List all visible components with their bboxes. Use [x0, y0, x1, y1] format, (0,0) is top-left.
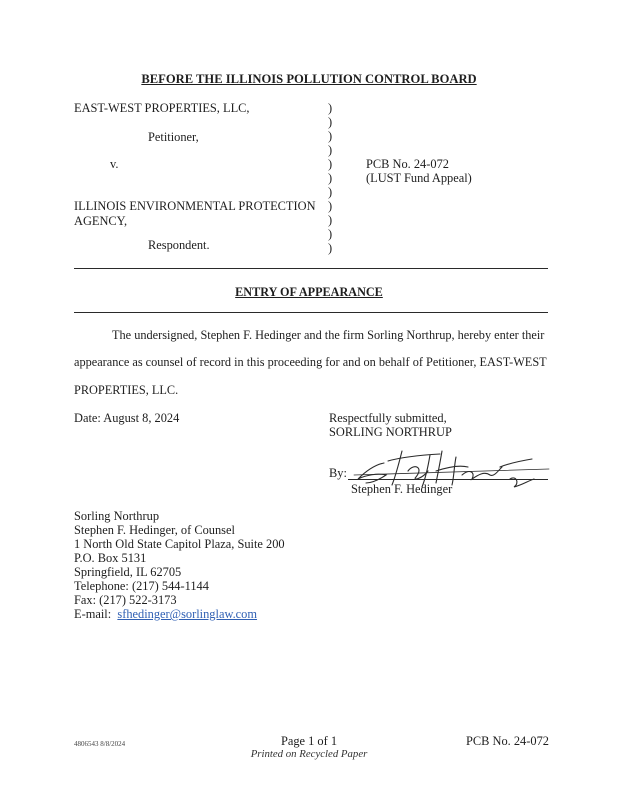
caption-paren: )	[328, 227, 333, 241]
body-line-1: The undersigned, Stephen F. Hedinger and the firm Sorling Northrup, hereby enter their	[112, 328, 545, 342]
closing: Respectfully submitted,	[329, 411, 447, 425]
caption-paren: )	[328, 199, 333, 213]
contact-po-box: P.O. Box 5131	[74, 551, 147, 565]
board-title: BEFORE THE ILLINOIS POLLUTION CONTROL BOARD	[141, 72, 477, 86]
respondent-name-line1: ILLINOIS ENVIRONMENTAL PROTECTION	[74, 199, 316, 213]
signer-name: Stephen F. Hedinger	[351, 482, 453, 496]
body-line-3: PROPERTIES, LLC.	[74, 383, 179, 397]
caption-paren: )	[328, 185, 333, 199]
footer-page: Page 1 of 1	[280, 734, 338, 748]
versus: v.	[110, 157, 119, 171]
caption-paren: )	[328, 143, 333, 157]
caption-paren: )	[328, 115, 333, 129]
signing-firm: SORLING NORTHRUP	[329, 425, 452, 439]
petitioner-role: Petitioner,	[148, 130, 199, 144]
email-link[interactable]: sfhedinger@sorlinglaw.com	[117, 607, 258, 621]
footer-case-number: PCB No. 24-072	[466, 734, 549, 748]
caption-paren: )	[328, 241, 333, 255]
contact-telephone: Telephone: (217) 544-1144	[74, 579, 209, 593]
respondent-role: Respondent.	[148, 238, 210, 252]
respondent-name-line2: AGENCY,	[74, 214, 128, 228]
caption-paren: )	[328, 171, 333, 185]
case-number: PCB No. 24-072	[366, 157, 449, 171]
contact-email-row	[74, 607, 257, 622]
petitioner-name: EAST-WEST PROPERTIES, LLC,	[74, 101, 250, 115]
contact-city: Springfield, IL 62705	[74, 565, 182, 579]
contact-address: 1 North Old State Capitol Plaza, Suite 200	[74, 537, 285, 551]
caption-paren: )	[328, 213, 333, 227]
email-label: E-mail:	[74, 607, 112, 621]
contact-firm: Sorling Northrup	[74, 509, 160, 523]
footer-doc-id: 4806543 8/8/2024	[74, 740, 126, 748]
caption-paren: )	[328, 157, 333, 171]
footer-recycled: Printed on Recycled Paper	[250, 748, 368, 760]
divider-bottom	[74, 312, 548, 313]
by-label: By:	[329, 466, 347, 480]
entry-title: ENTRY OF APPEARANCE	[235, 285, 383, 299]
caption-paren: )	[328, 101, 333, 115]
date: Date: August 8, 2024	[74, 411, 180, 425]
contact-fax: Fax: (217) 522-3173	[74, 593, 177, 607]
contact-attorney: Stephen F. Hedinger, of Counsel	[74, 523, 235, 537]
case-type: (LUST Fund Appeal)	[366, 171, 472, 185]
body-line-2: appearance as counsel of record in this proceeding for and on behalf of Petitioner, EAST-WEST	[74, 355, 547, 369]
signature-line	[348, 479, 548, 480]
divider-top	[74, 268, 548, 269]
caption-paren: )	[328, 129, 333, 143]
